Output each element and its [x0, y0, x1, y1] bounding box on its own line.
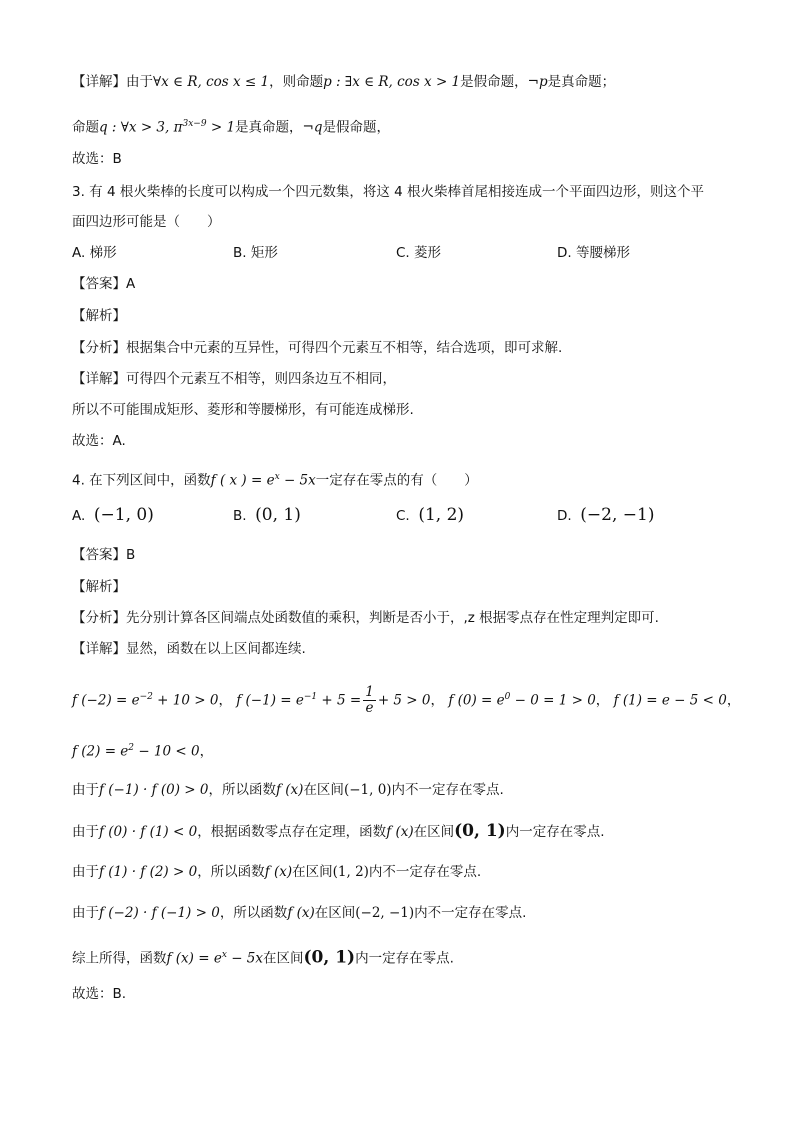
q4-analysis-heading: 【解析】 — [72, 579, 126, 595]
text-span: ，所以函数 — [208, 782, 276, 798]
text-span: 内不一定存在零点. — [414, 905, 527, 921]
math-exponent: x — [221, 950, 227, 960]
math-exponent: 0 — [504, 692, 511, 702]
math-expression: − 10 < 0 — [134, 743, 200, 760]
math-expression: f (−1) · f (0) > 0 — [99, 782, 209, 798]
text-span: 内一定存在零点. — [355, 950, 454, 967]
text-span: 是假命题， — [322, 119, 391, 136]
separator: ， — [199, 743, 214, 760]
math-exponent: −2 — [139, 692, 153, 702]
math-expression: > 1 — [206, 119, 236, 136]
text-span: 由于 — [72, 905, 99, 921]
q4-option-d — [557, 505, 654, 526]
q4-option-b — [233, 505, 301, 526]
q4-calculation-line-2 — [72, 738, 213, 762]
q3-option-b: B. 矩形 — [233, 245, 278, 261]
math-exponent: 2 — [128, 743, 135, 753]
text-span: 命题 — [72, 119, 99, 136]
q4-summary — [72, 945, 454, 969]
math-expression: ¬p — [527, 74, 548, 90]
interval: (−2, −1) — [355, 905, 415, 921]
q4-reason-4 — [72, 903, 526, 923]
solution-detail-line-1 — [72, 72, 615, 92]
text-span: 是假命题， — [460, 74, 528, 90]
math-expression: f (x) — [264, 864, 293, 880]
q3-analysis-heading: 【解析】 — [72, 308, 126, 324]
q4-reason-2 — [72, 821, 605, 842]
math-expression: − 5x — [226, 950, 264, 967]
q3-detail-line-1: 【详解】可得四个元素互不相等，则四条边互不相同， — [72, 371, 396, 387]
math-exponent: 3x−9 — [182, 119, 207, 129]
text-span: 在区间 — [303, 782, 344, 798]
interval: (−1, 0) — [343, 782, 392, 798]
math-expression: f (x) = e — [166, 950, 222, 967]
fraction-denominator: e — [365, 700, 374, 716]
math-expression: f (x) — [287, 905, 315, 921]
interval: (1, 2) — [332, 864, 369, 880]
text-span: 一定存在零点的有（ ） — [315, 472, 478, 489]
option-value: (1, 2) — [418, 505, 465, 525]
text-span: 是真命题， — [235, 119, 303, 136]
math-expression: f (1) = e − 5 < 0 — [613, 692, 727, 709]
fraction — [363, 685, 376, 716]
option-value: (−1, 0) — [93, 505, 154, 525]
text-span: 在区间 — [413, 824, 455, 840]
math-expression: f (x) — [276, 782, 304, 798]
option-label: D. — [557, 508, 572, 524]
choose-answer-q2: 故选：B — [72, 151, 122, 167]
math-exponent: x — [274, 472, 280, 482]
q3-answer: 【答案】A — [72, 276, 136, 292]
separator: ， — [595, 692, 610, 709]
q3-option-d: D. 等腰梯形 — [557, 245, 630, 261]
math-expression: + 10 > 0 — [152, 692, 219, 709]
q4-detail: 【详解】显然，函数在以上区间都连续. — [72, 641, 306, 657]
math-expression: f (0) · f (1) < 0 — [99, 824, 198, 840]
q3-choose: 故选：A. — [72, 433, 126, 449]
q4-calculation-line-1 — [72, 680, 740, 718]
math-exponent: −1 — [303, 692, 318, 702]
text-span: ，则命题 — [269, 74, 324, 90]
text-span: 由于 — [72, 864, 99, 880]
math-expression: − 0 = 1 > 0 — [510, 692, 596, 709]
text-span: 在区间 — [263, 950, 304, 967]
separator: ， — [430, 692, 445, 709]
math-expression: p : ∃x ∈ R, cos x > 1 — [323, 74, 461, 90]
q3-detail-line-2: 所以不可能围成矩形、菱形和等腰梯形，有可能连成梯形. — [72, 402, 414, 418]
option-value: (−2, −1) — [580, 505, 655, 525]
option-label: A. — [72, 508, 86, 524]
question-4-stem — [72, 467, 478, 491]
math-expression: + 5 > 0 — [377, 692, 431, 709]
text-span: 在区间 — [292, 864, 333, 880]
interval: (0, 1) — [454, 821, 506, 841]
text-span: ，根据函数零点存在定理，函数 — [197, 824, 387, 840]
q4-choose: 故选：B. — [72, 986, 127, 1002]
option-value: (0, 1) — [255, 505, 301, 525]
math-expression: f (0) = e — [448, 692, 505, 709]
interval: (0, 1) — [303, 947, 356, 968]
option-label: B. — [233, 508, 247, 524]
text-span: 由于 — [72, 782, 99, 798]
math-expression: f (−1) = e — [236, 692, 304, 709]
q4-option-a — [72, 505, 154, 526]
option-label: C. — [396, 508, 410, 524]
q3-option-a: A. 梯形 — [72, 245, 117, 261]
q4-fenxi: 【分析】先分别计算各区间端点处函数值的乘积，判断是否小于，,z 根据零点存在性定理判定即可. — [72, 610, 659, 626]
q4-reason-1 — [72, 780, 504, 800]
text-span: 综上所得，函数 — [72, 950, 167, 967]
text-span: 内不一定存在零点. — [391, 782, 504, 798]
math-expression: q : ∀x > 3, π — [99, 119, 183, 136]
text-span: 由于 — [72, 824, 99, 840]
q3-fenxi: 【分析】根据集合中元素的互异性，可得四个元素互不相等，结合选项，即可求解. — [72, 340, 563, 356]
text-span: 内一定存在零点. — [505, 824, 605, 840]
math-expression: f (2) = e — [72, 743, 129, 760]
math-expression: f (1) · f (2) > 0 — [99, 864, 198, 880]
text-span: 内不一定存在零点. — [368, 864, 482, 880]
q4-reason-3 — [72, 862, 481, 882]
text-span: ，所以函数 — [197, 864, 265, 880]
question-3-stem-line-2: 面四边形可能是（ ） — [72, 214, 221, 230]
text-span: 是真命题； — [547, 74, 616, 90]
separator: ， — [726, 692, 741, 709]
math-expression: f (x) — [386, 824, 414, 840]
q4-option-c — [396, 505, 464, 526]
text-span: 在区间 — [314, 905, 356, 921]
detail-label: 【详解】由于 — [72, 74, 153, 90]
math-expression: f (−2) · f (−1) > 0 — [99, 905, 220, 921]
math-expression: f (−2) = e — [72, 692, 140, 709]
text-span: 4. 在下列区间中，函数 — [72, 472, 211, 489]
math-expression: ∀x ∈ R, cos x ≤ 1 — [153, 74, 270, 90]
q3-option-c: C. 菱形 — [396, 245, 442, 261]
math-expression: + 5 = — [317, 692, 362, 709]
solution-detail-line-2 — [72, 114, 390, 138]
text-span: ，所以函数 — [219, 905, 288, 921]
math-expression: − 5x — [279, 472, 316, 489]
math-expression: f ( x ) = e — [210, 472, 275, 489]
question-3-stem-line-1: 3. 有 4 根火柴棒的长度可以构成一个四元数集，将这 4 根火柴棒首尾相接连成一个平面四边形，则这个平 — [72, 184, 705, 200]
fraction-numerator: 1 — [365, 684, 374, 700]
math-expression: ¬q — [302, 119, 323, 136]
q4-answer: 【答案】B — [72, 547, 136, 563]
separator: ， — [218, 692, 232, 709]
